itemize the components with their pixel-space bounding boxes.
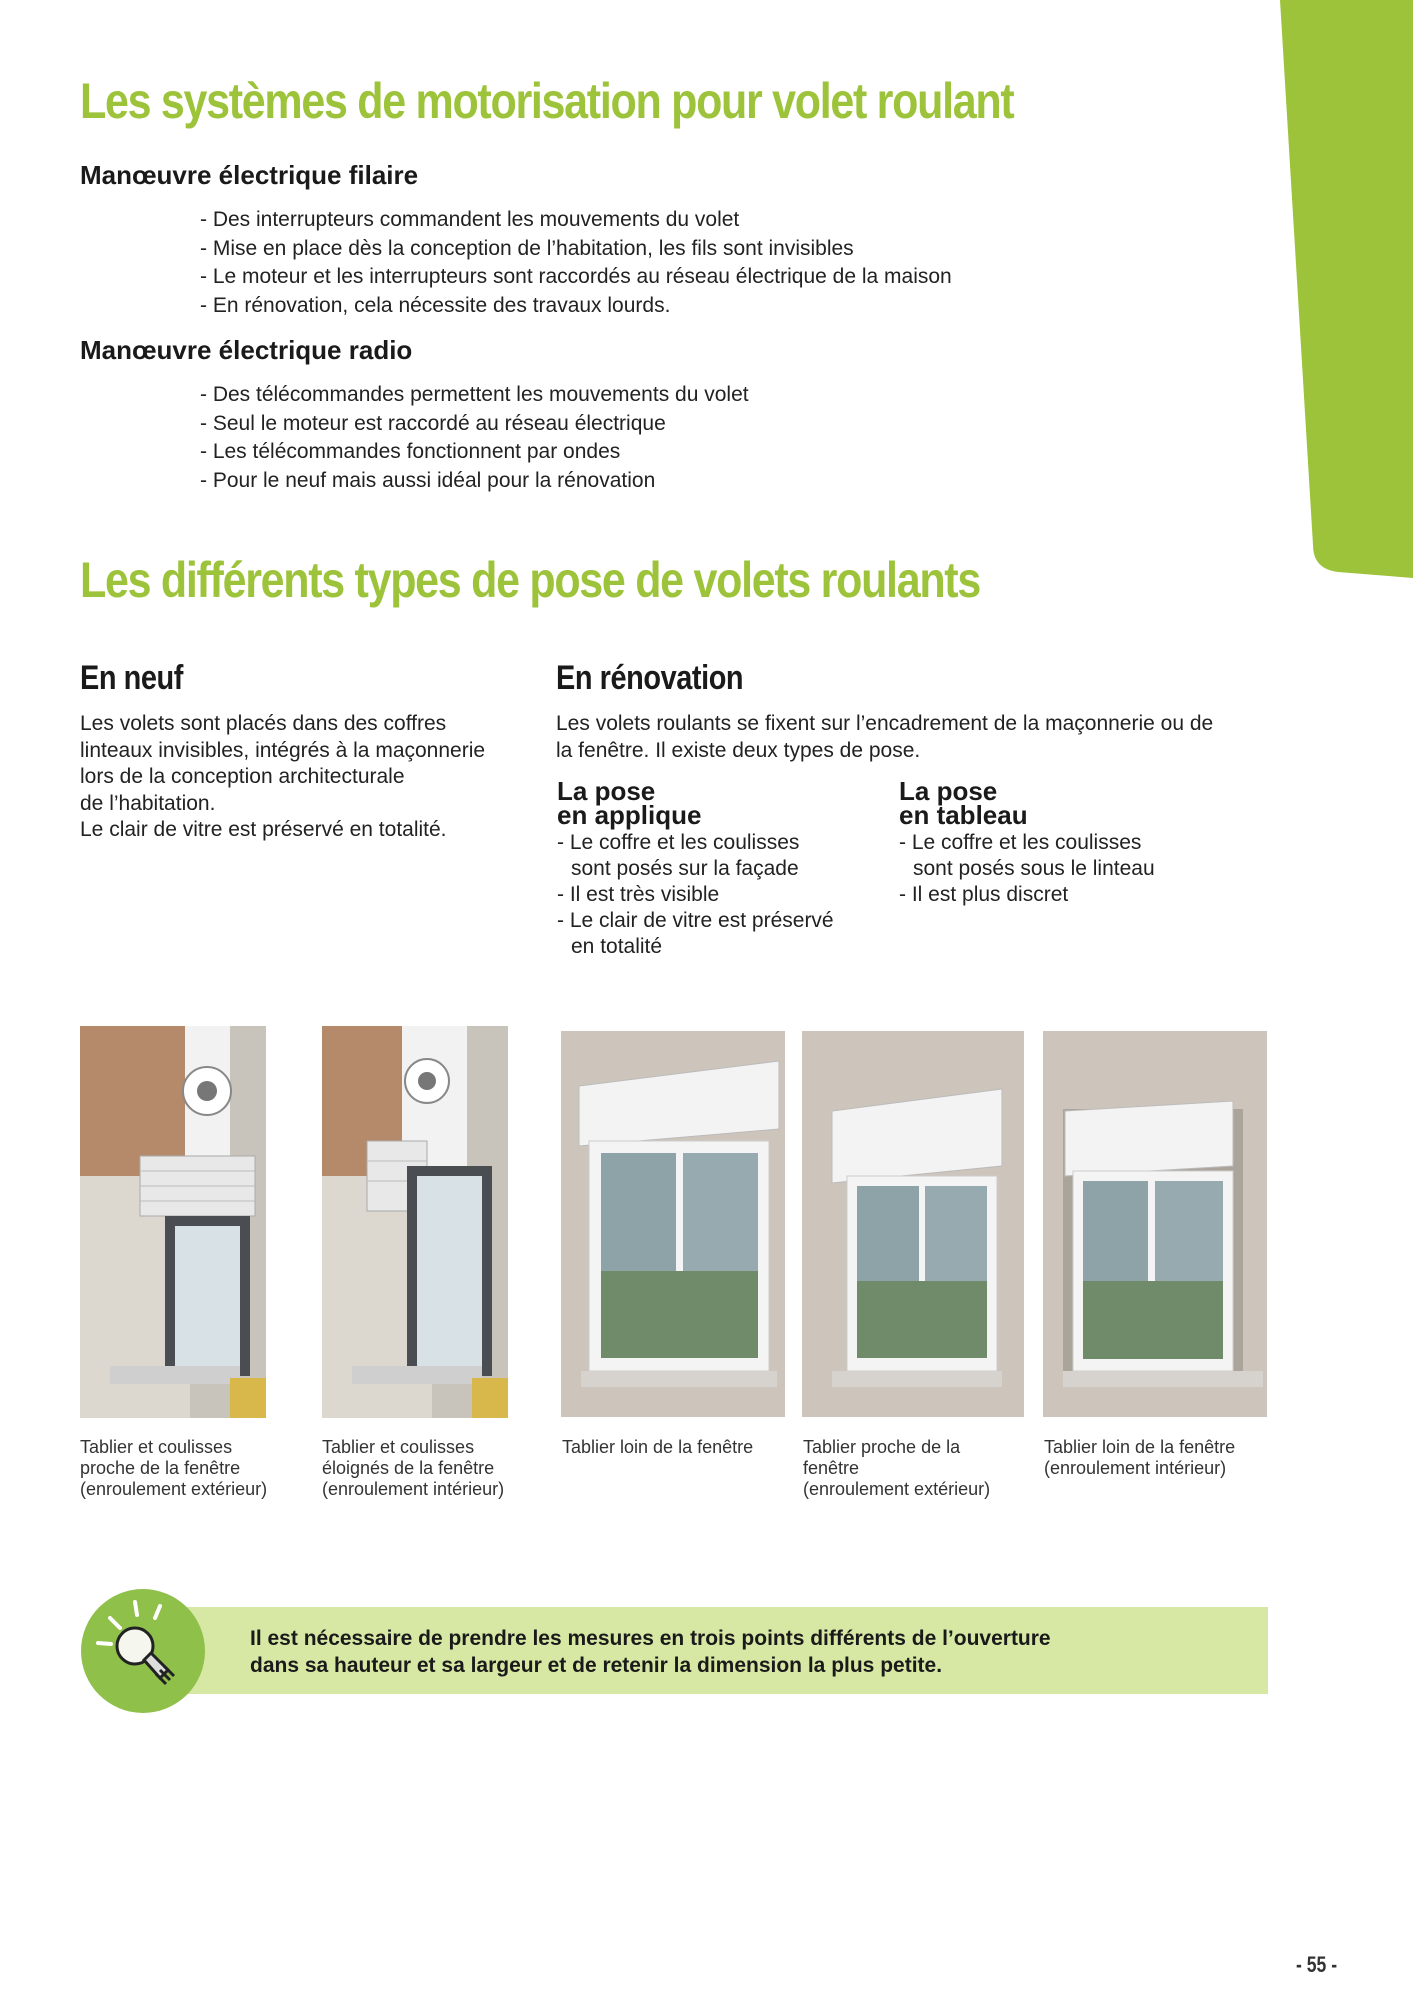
- heading-pose-tableau: [899, 776, 1028, 830]
- text-line: - Il est très visible: [557, 883, 719, 906]
- section-title-motorisation: Les systèmes de motorisation pour volet roulant: [80, 73, 1014, 129]
- caption-line: (enroulement intérieur): [322, 1479, 505, 1499]
- heading-radio: Manœuvre électrique radio: [80, 335, 413, 365]
- photo-renov-tableau-loin: [1043, 1031, 1267, 1417]
- heading-line: La pose: [899, 776, 998, 806]
- list-item: [899, 830, 1155, 882]
- caption-line: proche de la fenêtre: [80, 1458, 241, 1478]
- list-item: - En rénovation, cela nécessite des travaux lourds.: [200, 292, 952, 321]
- caption-line: Tablier loin de la fenêtre: [562, 1437, 754, 1457]
- caption-line: fenêtre: [803, 1458, 860, 1478]
- tip-text: [250, 1625, 1051, 1679]
- list-item: [899, 882, 1155, 908]
- caption-line: éloignés de la fenêtre: [322, 1458, 495, 1478]
- caption-line: (enroulement intérieur): [1044, 1458, 1227, 1478]
- text-line: Le clair de vitre est préservé en totalité.: [80, 818, 447, 841]
- text-line: Les volets roulants se fixent sur l’encadrement de la maçonnerie ou de: [556, 712, 1214, 735]
- photo-renov-applique-proche: [802, 1031, 1024, 1417]
- photo-caption-4: [803, 1437, 990, 1500]
- caption-line: Tablier proche de la: [803, 1437, 961, 1457]
- list-item: - Les télécommandes fonctionnent par ondes: [200, 438, 749, 467]
- photo-caption-1: [80, 1437, 267, 1500]
- applique-list: [557, 830, 834, 960]
- photo-neuf-exterieur: [80, 1026, 266, 1418]
- page-number: - 55 -: [1296, 1952, 1338, 1977]
- list-item: [557, 830, 834, 882]
- text-line: la fenêtre. Il existe deux types de pose.: [556, 738, 921, 762]
- caption-line: Tablier et coulisses: [80, 1437, 233, 1457]
- text-line: - Le coffre et les coulisses: [557, 831, 799, 854]
- section-title-pose: Les différents types de pose de volets roulants: [80, 552, 980, 608]
- heading-line: La pose: [557, 776, 656, 806]
- tip-line: Il est nécessaire de prendre les mesures en trois points différents de l’ouverture: [250, 1627, 1051, 1650]
- heading-filaire: Manœuvre électrique filaire: [80, 160, 419, 190]
- decorative-green-tab: [1278, 0, 1413, 580]
- photo-caption-3: [562, 1437, 753, 1458]
- renovation-paragraph: [556, 711, 1213, 764]
- caption-line: Tablier et coulisses: [322, 1437, 475, 1457]
- text-line: - Il est plus discret: [899, 883, 1068, 906]
- text-line: Les volets sont placés dans des coffres: [80, 712, 447, 735]
- heading-line: en tableau: [899, 800, 1028, 830]
- text-line: en totalité: [571, 935, 663, 958]
- list-item: [557, 882, 834, 908]
- filaire-list: [200, 206, 952, 320]
- photo-renov-applique-loin: [561, 1031, 785, 1417]
- tableau-list: [899, 830, 1155, 908]
- heading-pose-applique: [557, 776, 702, 830]
- caption-line: Tablier loin de la fenêtre: [1044, 1437, 1236, 1457]
- radio-list: [200, 381, 749, 495]
- caption-line: (enroulement extérieur): [803, 1479, 991, 1499]
- heading-en-neuf: En neuf: [80, 659, 183, 697]
- text-line: de l’habitation.: [80, 791, 216, 815]
- heading-en-renovation: En rénovation: [556, 659, 744, 697]
- list-item: - Pour le neuf mais aussi idéal pour la rénovation: [200, 467, 749, 496]
- list-item: - Le moteur et les interrupteurs sont raccordés au réseau électrique de la maison: [200, 263, 952, 292]
- list-item: - Mise en place dès la conception de l’habitation, les fils sont invisibles: [200, 235, 952, 264]
- lightbulb-icon: [80, 1588, 206, 1714]
- photo-caption-5: [1044, 1437, 1235, 1479]
- list-item: - Des interrupteurs commandent les mouvements du volet: [200, 206, 952, 235]
- photo-caption-2: [322, 1437, 504, 1500]
- neuf-paragraph: [80, 711, 485, 844]
- list-item: [557, 908, 834, 960]
- photo-neuf-interieur: [322, 1026, 508, 1418]
- caption-line: (enroulement extérieur): [80, 1479, 268, 1499]
- text-line: sont posés sous le linteau: [913, 857, 1155, 880]
- tip-line: dans sa hauteur et sa largeur et de retenir la dimension la plus petite.: [250, 1654, 943, 1677]
- text-line: lors de la conception architecturale: [80, 765, 405, 788]
- text-line: sont posés sur la façade: [571, 857, 799, 880]
- list-item: - Des télécommandes permettent les mouvements du volet: [200, 381, 749, 410]
- list-item: - Seul le moteur est raccordé au réseau électrique: [200, 410, 749, 439]
- text-line: linteaux invisibles, intégrés à la maçonnerie: [80, 738, 486, 762]
- text-line: - Le coffre et les coulisses: [899, 831, 1141, 854]
- text-line: - Le clair de vitre est préservé: [557, 909, 834, 932]
- heading-line: en applique: [557, 800, 702, 830]
